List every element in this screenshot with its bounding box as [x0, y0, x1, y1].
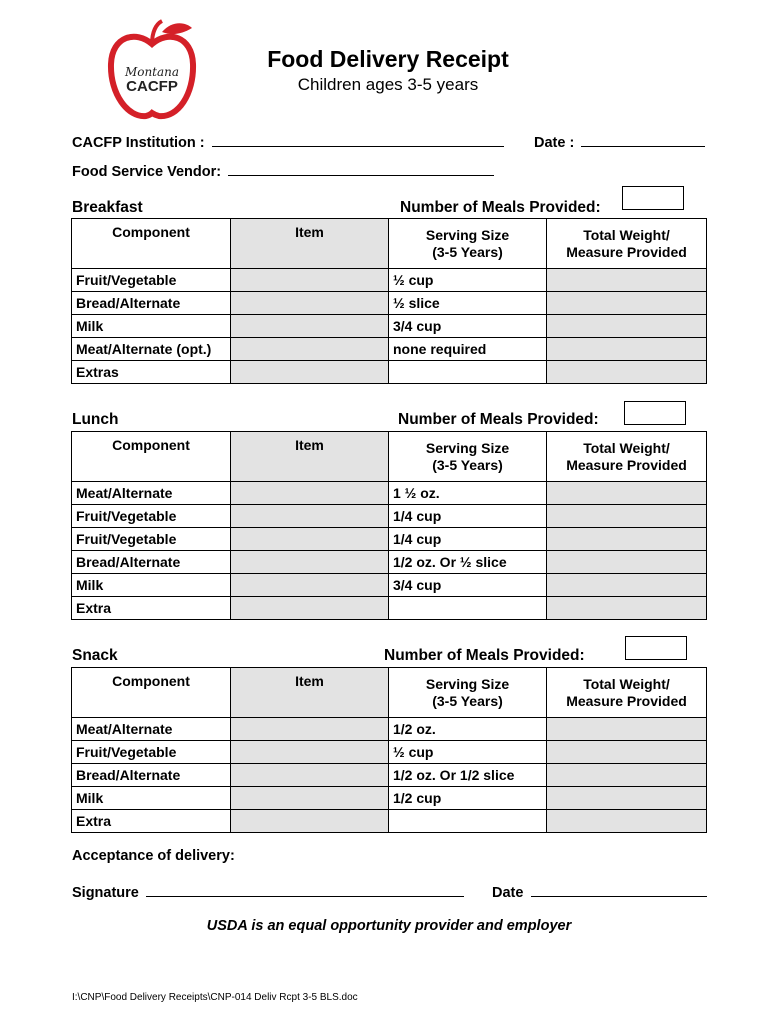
table-row — [72, 528, 707, 551]
meals-label-snack: Number of Meals Provided: — [384, 647, 585, 664]
item-input-cell[interactable] — [231, 338, 389, 361]
total-weight-input-cell[interactable] — [547, 551, 707, 574]
component-cell: Milk — [72, 315, 231, 338]
serving-size-cell: ½ slice — [389, 292, 547, 315]
item-input-cell[interactable] — [231, 551, 389, 574]
table-row — [72, 551, 707, 574]
serving-size-cell: none required — [389, 338, 547, 361]
total-weight-input-cell[interactable] — [547, 787, 707, 810]
column-header: Item — [231, 432, 389, 482]
component-cell: Fruit/Vegetable — [72, 269, 231, 292]
table-row — [72, 718, 707, 741]
component-cell: Fruit/Vegetable — [72, 741, 231, 764]
meals-input-breakfast[interactable] — [622, 186, 684, 210]
column-header: Total Weight/ Measure Provided — [547, 219, 707, 269]
table-row — [72, 315, 707, 338]
serving-size-cell: 3/4 cup — [389, 574, 547, 597]
item-input-cell[interactable] — [231, 597, 389, 620]
item-input-cell[interactable] — [231, 482, 389, 505]
meals-label-lunch: Number of Meals Provided: — [398, 411, 599, 428]
vendor-field[interactable] — [228, 161, 494, 176]
table-row — [72, 574, 707, 597]
item-input-cell[interactable] — [231, 574, 389, 597]
total-weight-input-cell[interactable] — [547, 505, 707, 528]
serving-size-cell: ½ cup — [389, 269, 547, 292]
item-input-cell[interactable] — [231, 764, 389, 787]
date-field[interactable] — [581, 132, 705, 147]
item-input-cell[interactable] — [231, 528, 389, 551]
serving-size-cell — [389, 361, 547, 384]
total-weight-input-cell[interactable] — [547, 269, 707, 292]
component-cell: Fruit/Vegetable — [72, 505, 231, 528]
acceptance-date-row — [492, 882, 707, 901]
item-input-cell[interactable] — [231, 787, 389, 810]
serving-size-cell: ½ cup — [389, 741, 547, 764]
component-cell: Fruit/Vegetable — [72, 528, 231, 551]
total-weight-input-cell[interactable] — [547, 574, 707, 597]
table-row — [72, 597, 707, 620]
total-weight-input-cell[interactable] — [547, 764, 707, 787]
table-row — [72, 505, 707, 528]
breakfast-table — [71, 218, 707, 384]
meals-input-snack[interactable] — [625, 636, 687, 660]
item-input-cell[interactable] — [231, 810, 389, 833]
page-title: Food Delivery Receipt — [267, 46, 509, 72]
total-weight-input-cell[interactable] — [547, 292, 707, 315]
date-label: Date : — [534, 135, 575, 151]
institution-label: CACFP Institution : — [72, 135, 205, 151]
column-header: Component — [72, 668, 231, 718]
section-title-breakfast: Breakfast — [72, 199, 143, 216]
table-header-row — [72, 668, 707, 718]
total-weight-input-cell[interactable] — [547, 315, 707, 338]
component-cell: Meat/Alternate — [72, 482, 231, 505]
table-header-row — [72, 219, 707, 269]
section-title-snack: Snack — [72, 647, 118, 664]
item-input-cell[interactable] — [231, 269, 389, 292]
total-weight-input-cell[interactable] — [547, 718, 707, 741]
table-row — [72, 741, 707, 764]
table-row — [72, 482, 707, 505]
total-weight-input-cell[interactable] — [547, 741, 707, 764]
logo-text-cacfp: CACFP — [126, 78, 178, 95]
column-header: Component — [72, 432, 231, 482]
meals-input-lunch[interactable] — [624, 401, 686, 425]
meals-label-breakfast: Number of Meals Provided: — [400, 199, 601, 216]
item-input-cell[interactable] — [231, 741, 389, 764]
table-row — [72, 292, 707, 315]
acceptance-label: Acceptance of delivery: — [72, 848, 235, 864]
component-cell: Milk — [72, 787, 231, 810]
column-header: Serving Size (3-5 Years) — [389, 432, 547, 482]
item-input-cell[interactable] — [231, 292, 389, 315]
date-row — [534, 132, 705, 151]
serving-size-cell — [389, 597, 547, 620]
serving-size-cell: 1 ½ oz. — [389, 482, 547, 505]
component-cell: Milk — [72, 574, 231, 597]
item-input-cell[interactable] — [231, 718, 389, 741]
table-row — [72, 764, 707, 787]
column-header: Serving Size (3-5 Years) — [389, 668, 547, 718]
lunch-table — [71, 431, 707, 620]
usda-statement: USDA is an equal opportunity provider and employer — [206, 918, 572, 934]
acceptance-date-label: Date — [492, 885, 524, 901]
signature-field[interactable] — [146, 882, 464, 897]
serving-size-cell: 3/4 cup — [389, 315, 547, 338]
serving-size-cell: 1/4 cup — [389, 528, 547, 551]
serving-size-cell: 1/2 oz. Or ½ slice — [389, 551, 547, 574]
serving-size-cell — [389, 810, 547, 833]
column-header: Total Weight/ Measure Provided — [547, 432, 707, 482]
total-weight-input-cell[interactable] — [547, 810, 707, 833]
table-row — [72, 269, 707, 292]
serving-size-cell: 1/2 cup — [389, 787, 547, 810]
serving-size-cell: 1/4 cup — [389, 505, 547, 528]
section-title-lunch: Lunch — [72, 411, 119, 428]
component-cell: Bread/Alternate — [72, 551, 231, 574]
institution-field[interactable] — [212, 132, 504, 147]
item-input-cell[interactable] — [231, 361, 389, 384]
total-weight-input-cell[interactable] — [547, 528, 707, 551]
column-header: Component — [72, 219, 231, 269]
table-row — [72, 338, 707, 361]
institution-row — [72, 132, 504, 151]
component-cell: Bread/Alternate — [72, 292, 231, 315]
snack-table — [71, 667, 707, 833]
item-input-cell[interactable] — [231, 505, 389, 528]
component-cell: Extras — [72, 361, 231, 384]
table-row — [72, 810, 707, 833]
column-header: Item — [231, 668, 389, 718]
serving-size-cell: 1/2 oz. Or 1/2 slice — [389, 764, 547, 787]
vendor-row — [72, 161, 494, 180]
table-row — [72, 361, 707, 384]
column-header: Total Weight/ Measure Provided — [547, 668, 707, 718]
signature-row — [72, 882, 464, 901]
page-subtitle: Children ages 3-5 years — [297, 75, 479, 94]
serving-size-cell: 1/2 oz. — [389, 718, 547, 741]
footer-file-path: I:\CNP\Food Delivery Receipts\CNP-014 Deliv Rcpt 3-5 BLS.doc — [72, 992, 358, 1003]
item-input-cell[interactable] — [231, 315, 389, 338]
component-cell: Bread/Alternate — [72, 764, 231, 787]
table-row — [72, 787, 707, 810]
component-cell: Meat/Alternate (opt.) — [72, 338, 231, 361]
component-cell: Extra — [72, 810, 231, 833]
logo-text-montana: Montana — [124, 65, 180, 79]
total-weight-input-cell[interactable] — [547, 338, 707, 361]
column-header: Serving Size (3-5 Years) — [389, 219, 547, 269]
total-weight-input-cell[interactable] — [547, 482, 707, 505]
component-cell: Meat/Alternate — [72, 718, 231, 741]
total-weight-input-cell[interactable] — [547, 361, 707, 384]
table-header-row — [72, 432, 707, 482]
total-weight-input-cell[interactable] — [547, 597, 707, 620]
column-header: Item — [231, 219, 389, 269]
signature-label: Signature — [72, 885, 139, 901]
component-cell: Extra — [72, 597, 231, 620]
acceptance-date-field[interactable] — [531, 882, 707, 897]
vendor-label: Food Service Vendor: — [72, 164, 222, 180]
